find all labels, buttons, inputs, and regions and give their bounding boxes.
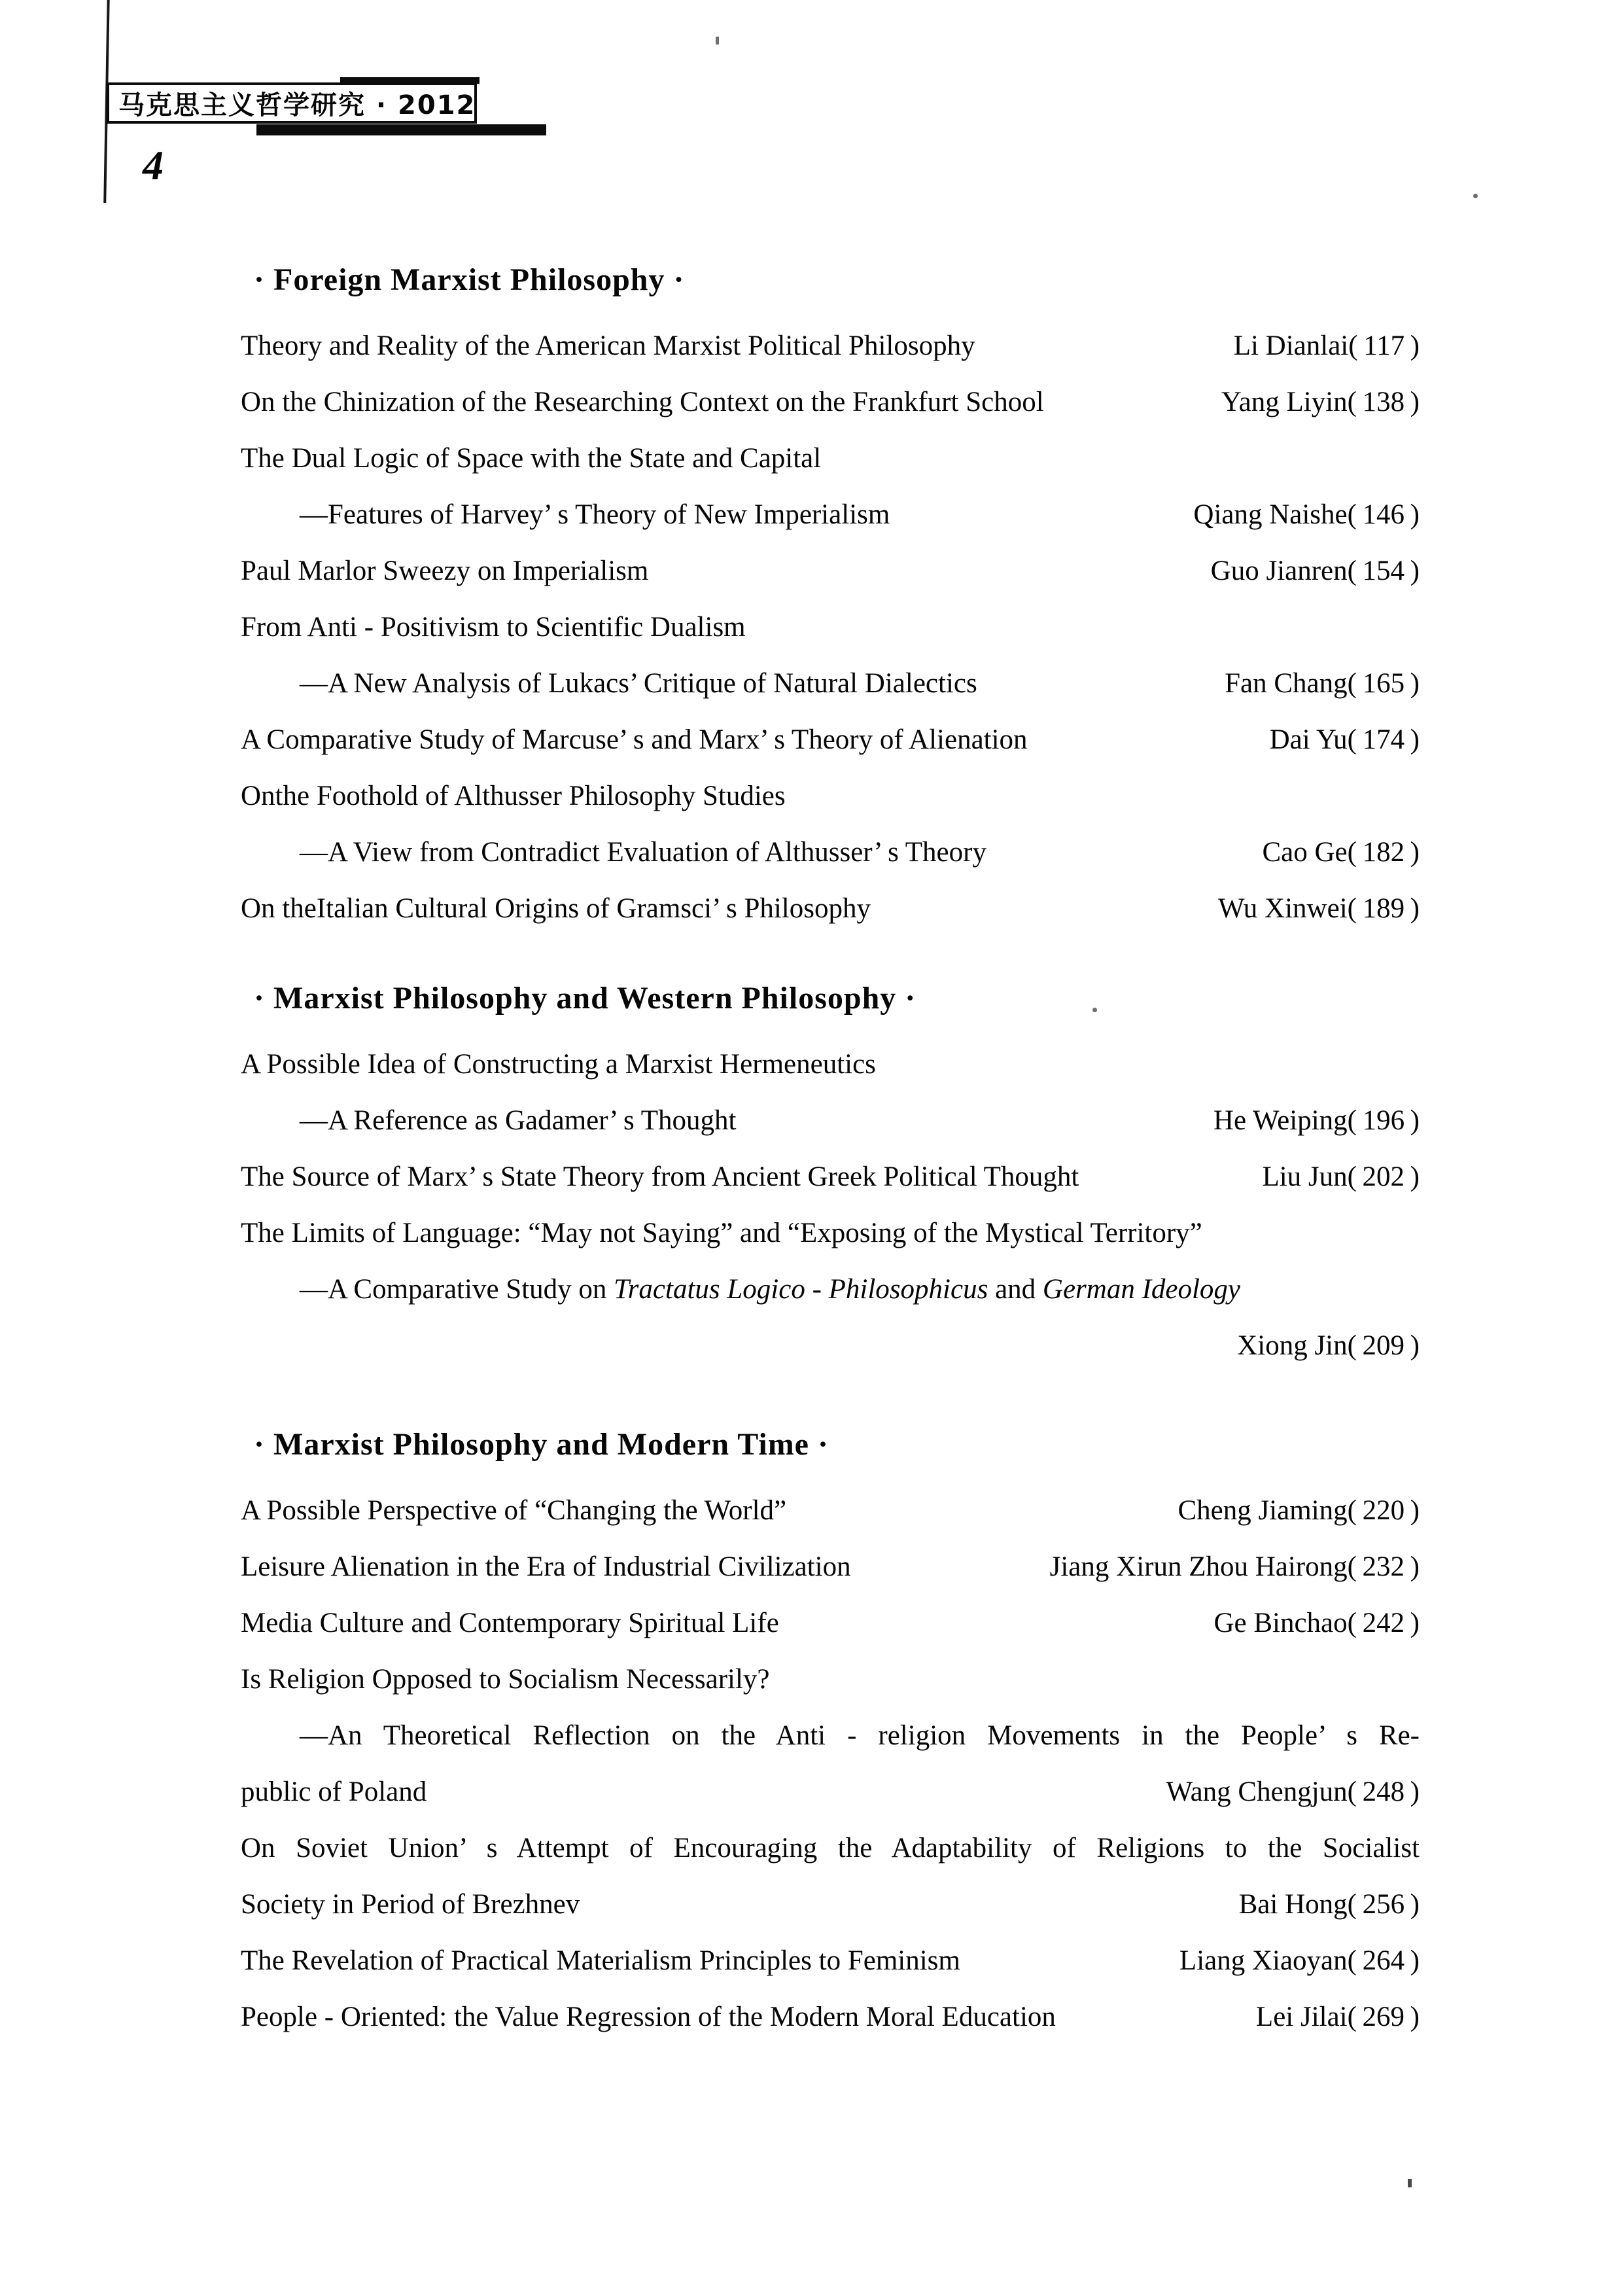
entry-author-page: Liu Jun( 202 ) <box>1262 1161 1420 1192</box>
ink-speck <box>1473 194 1478 198</box>
ink-speck <box>1408 2179 1412 2187</box>
entry-title: People - Oriented: the Value Regression of the Modern Moral Education <box>241 2002 1056 2032</box>
entry-author-page: Cao Ge( 182 ) <box>1262 837 1420 868</box>
entry-title: On the Chinization of the Researching Context on the Frankfurt School <box>241 387 1044 417</box>
entry-author-page: Li Dianlai( 117 ) <box>1233 330 1420 361</box>
entry-title: The Revelation of Practical Materialism Principles to Feminism <box>241 1945 960 1976</box>
toc-section <box>241 249 1420 937</box>
ink-speck <box>716 37 719 44</box>
entry-title: —A View from Contradict Evaluation of Althusser’ s Theory <box>300 837 986 868</box>
toc-entry <box>241 712 1420 768</box>
entry-author-page: He Weiping( 196 ) <box>1213 1105 1420 1136</box>
entry-title: Paul Marlor Sweezy on Imperialism <box>241 556 649 586</box>
toc-entry <box>241 487 1420 543</box>
entry-title: —A Reference as Gadamer’ s Thought <box>300 1105 737 1136</box>
toc-entry <box>241 1318 1420 1374</box>
toc-entry <box>241 824 1420 881</box>
toc-entry <box>241 543 1420 599</box>
header-rule-bar <box>256 124 546 135</box>
entry-title: —An Theoretical Reflection on the Anti - religion Movements in the People’ s Re- <box>300 1720 1420 1751</box>
entry-title: Onthe Foothold of Althusser Philosophy Studies <box>241 781 786 811</box>
toc-entry <box>241 768 1420 824</box>
entry-author-page: Ge Binchao( 242 ) <box>1213 1608 1420 1638</box>
toc-entry <box>241 1205 1420 1262</box>
toc-entry <box>241 1877 1420 1933</box>
section-header: · Marxist Philosophy and Western Philosophy · <box>254 981 916 1016</box>
toc-section <box>241 1413 1420 2045</box>
entry-title: From Anti - Positivism to Scientific Dualism <box>241 612 746 643</box>
entry-author-page: Wu Xinwei( 189 ) <box>1217 893 1420 924</box>
entry-title: Leisure Alienation in the Era of Industrial Civilization <box>241 1551 851 1582</box>
entry-title: —A New Analysis of Lukacs’ Critique of Natural Dialectics <box>300 668 977 699</box>
toc-entry <box>241 1708 1420 1764</box>
entry-author-page: Lei Jilai( 269 ) <box>1255 2002 1420 2032</box>
section-header: · Foreign Marxist Philosophy · <box>254 262 685 297</box>
entry-title: A Comparative Study of Marcuse’ s and Marx’ s Theory of Alienation <box>241 724 1028 755</box>
entry-title: public of Poland <box>241 1776 427 1807</box>
toc-entry <box>241 318 1420 374</box>
entry-title: A Possible Idea of Constructing a Marxist Hermeneutics <box>241 1049 876 1080</box>
entry-author-page: Cheng Jiaming( 220 ) <box>1178 1495 1420 1526</box>
entry-author-page: Qiang Naishe( 146 ) <box>1193 499 1420 530</box>
entry-author-page: Guo Jianren( 154 ) <box>1210 556 1420 586</box>
entry-author-page: Xiong Jin( 209 ) <box>1237 1330 1420 1361</box>
toc-entry <box>241 431 1420 487</box>
entry-author-page: Jiang Xirun Zhou Hairong( 232 ) <box>1049 1551 1420 1582</box>
page-number: 4 <box>143 142 164 188</box>
entry-title: —A Comparative Study on Tractatus Logico - Philosophicus and German Ideology <box>300 1274 1241 1305</box>
entry-title: Theory and Reality of the American Marxist Political Philosophy <box>241 330 975 361</box>
entry-title: —Features of Harvey’ s Theory of New Imperialism <box>300 499 890 530</box>
entry-author-page: Liang Xiaoyan( 264 ) <box>1179 1945 1420 1976</box>
toc-entry <box>241 1093 1420 1149</box>
entry-title: Is Religion Opposed to Socialism Necessarily? <box>241 1664 770 1695</box>
entry-title: On Soviet Union’ s Attempt of Encouraging the Adaptability of Religions to the Socialist <box>241 1833 1420 1863</box>
entry-author-page: Wang Chengjun( 248 ) <box>1166 1776 1420 1807</box>
entry-author-page: Dai Yu( 174 ) <box>1269 724 1420 755</box>
toc-entry <box>241 1539 1420 1595</box>
entry-title: Media Culture and Contemporary Spiritual Life <box>241 1608 779 1638</box>
entry-title: The Dual Logic of Space with the State and Capital <box>241 443 822 474</box>
toc-entry <box>241 1933 1420 1989</box>
toc-entry <box>241 1483 1420 1539</box>
entry-title: On theItalian Cultural Origins of Gramsci’ s Philosophy <box>241 893 871 924</box>
toc-entry <box>241 1595 1420 1651</box>
journal-box-top-bar <box>340 77 480 84</box>
toc-entry <box>241 1651 1420 1708</box>
toc-entry <box>241 656 1420 712</box>
toc-entry <box>241 1764 1420 1820</box>
entry-author-page: Bai Hong( 256 ) <box>1238 1889 1420 1920</box>
table-of-contents <box>241 249 1420 2045</box>
toc-entry <box>241 1149 1420 1205</box>
entry-author-page: Yang Liyin( 138 ) <box>1221 387 1420 417</box>
toc-entry <box>241 374 1420 431</box>
ink-speck <box>1092 1008 1097 1012</box>
toc-entry <box>241 1820 1420 1877</box>
journal-title-box <box>107 82 477 124</box>
entry-title: A Possible Perspective of “Changing the World” <box>241 1495 787 1526</box>
toc-entry <box>241 881 1420 937</box>
entry-title: The Limits of Language: “May not Saying” and “Exposing of the Mystical Territory” <box>241 1218 1202 1248</box>
toc-section <box>241 967 1420 1374</box>
toc-entry <box>241 1262 1420 1318</box>
toc-entry <box>241 1036 1420 1093</box>
section-header: · Marxist Philosophy and Modern Time · <box>254 1427 829 1462</box>
journal-title: 马克思主义哲学研究 · 2012 <box>118 90 476 120</box>
entry-title: The Source of Marx’ s State Theory from Ancient Greek Political Thought <box>241 1161 1079 1192</box>
toc-entry <box>241 1989 1420 2045</box>
toc-entry <box>241 599 1420 656</box>
entry-author-page: Fan Chang( 165 ) <box>1225 668 1420 699</box>
entry-title: Society in Period of Brezhnev <box>241 1889 580 1920</box>
